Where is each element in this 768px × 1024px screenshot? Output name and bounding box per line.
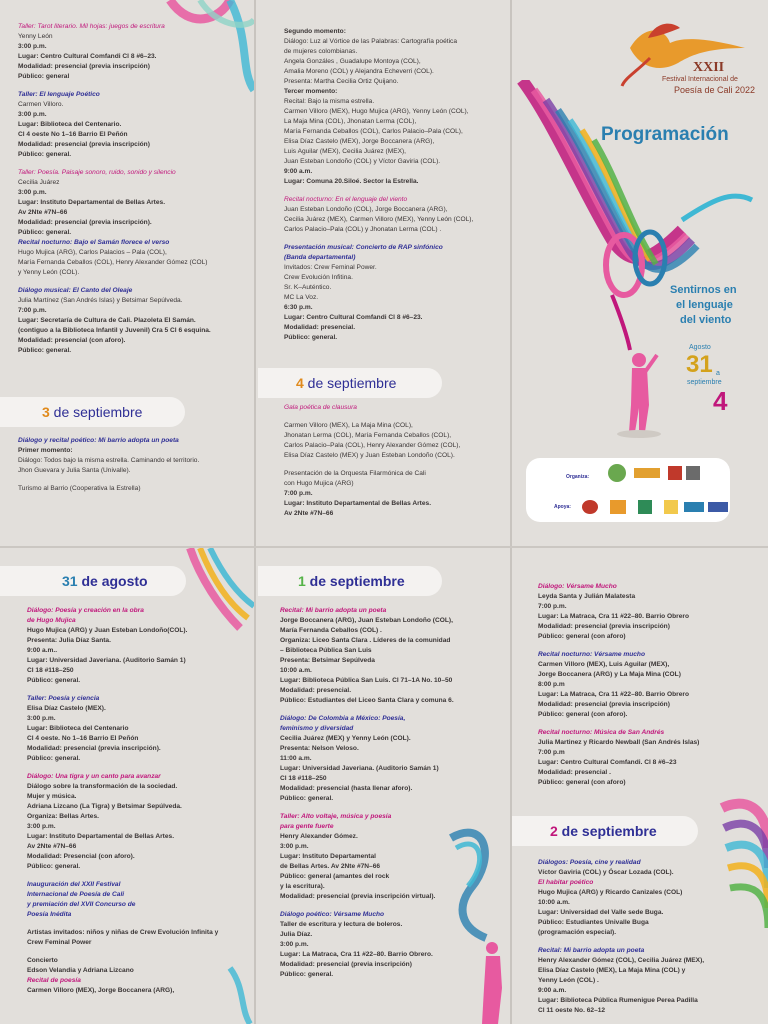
event-detail: Crew Evolución Infitina. [284,274,353,281]
event-detail: Lugar: La Matraca, Cra 11 #22–80. Barrio Obrero [538,613,689,620]
event-detail: Lugar: Centro Cultural Comfandi Cl 8 #6–23. [284,314,423,321]
event-detail: Lugar: Biblioteca del Centenario. [18,121,122,128]
event-detail: Modalidad: presencial (previa inscripción) [538,701,670,708]
spacer [280,902,454,910]
event-detail: 8:00 p.m [538,681,565,688]
event-detail: Modalidad: presencial (previa inscripción). [27,745,161,752]
event-detail: 6:30 p.m. [284,304,313,311]
event-detail: Carmen Villoro. [18,101,64,108]
event-detail: de mujeres colombianas. [284,48,358,55]
event-detail: Público: general (con aforo) [538,779,626,786]
event-detail: Luis Aguilar (MEX), Cecilia Juárez (MEX), [284,148,407,155]
spacer [538,720,699,728]
event-title: El habitar poético [538,879,594,886]
event-title: Recital: Mi barrio adopta un poeta [538,947,645,954]
event-detail: Modalidad: presencial. [280,687,352,694]
event-detail: La Maja Mina (COL), Jhonatan Lerma (COL), [284,118,417,125]
event-detail: Modalidad: presencial (previa inscripción virtual). [280,893,436,900]
event-detail: Carmen Villoro (MEX), La Maja Mina (COL), [284,422,413,429]
event-detail: con Hugo Mujica (ARG) [284,480,354,487]
event-title: Diálogo: De Colombia a México: Poesía, [280,715,406,722]
spacer [18,82,211,90]
event-title: Poesía Inédita [27,911,72,918]
event-detail: Angela Gonzáles , Guadalupe Montoya (COL), [284,58,421,65]
spacer [280,706,454,714]
slogan-line2: el lenguaje [676,299,733,311]
panel-cover [512,0,768,548]
event-detail: Henry Alexander Gómez. [280,833,358,840]
event-detail: 3:00 p.m. [27,715,56,722]
event-detail: 7:00 p.m. [18,307,47,314]
event-detail: Leyda Santa y Julián Malatesta [538,593,636,600]
panel-bottom-middle [256,548,510,1024]
event-detail: Organiza: Bellas Artes. [27,813,99,820]
event-detail: (programación especial). [538,929,617,936]
event-detail: Público: general. [27,755,81,762]
event-detail: Público: general. [280,971,334,978]
festival-name-line2: Poesía de Cali 2022 [674,85,756,95]
event-detail: Modalidad: Presencial (con aforo). [27,853,135,860]
event-detail: 10:00 a.m. [538,899,570,906]
event-detail: 9:00 a.m. [284,168,313,175]
slogan-line3: del viento [680,314,732,326]
event-detail: Público: general. [27,863,81,870]
event-title: Diálogo y recital poético: Mi barrio adopta un poeta [18,437,179,444]
program-column-2 [284,27,473,343]
event-detail: Lugar: Instituto Departamental de Bellas Artes. [18,199,166,206]
event-detail: Público: general (con aforo) [538,633,626,640]
event-detail: Modalidad: presencial (hasta llenar aforo). [280,785,413,792]
event-detail: Público: general. [280,795,334,802]
event-detail: Lugar: Comuna 20.Siloé. Sector la Estrella. [284,178,419,185]
event-title: Recital nocturno: Bajo el Samán florece el verso [18,239,170,246]
event-detail: Cecilia Juárez (MEX), Carmen Villoro (MEX), Yenny León (COL), [284,216,474,223]
spacer [27,764,218,772]
event-detail: Lugar: Instituto Departamental de Bellas Artes. [27,833,175,840]
event-detail: Lugar: La Matraca, Cra 11 #22–80. Barrio Obrero [538,691,689,698]
date-header-sep-2: 2 de septiembre [512,816,698,846]
event-detail: Víctor Gaviria (COL) y Óscar Lozada (COL). [538,869,674,876]
event-detail: 7:00 p.m. [538,603,567,610]
event-detail: Cl 18 #118–250 [280,775,327,782]
event-detail: Público: Estudiantes Univalle Buga [538,919,649,926]
event-detail: Hugo Mujica (ARG) y Juan Esteban Londoño(COL). [27,627,188,634]
event-detail: MC La Voz. [284,294,319,301]
event-title: Diálogo musical: El Canto del Oleaje [18,287,133,294]
event-detail: Julia Martinez y Ricardo Newball (San Andrés Islas) [538,739,700,746]
event-title: (Banda departamental) [284,254,356,261]
event-detail: Elisa Díaz Castelo (MEX), La Maja Mina (COL) y [538,967,686,974]
event-detail: Diálogo: Todos bajo la misma estrella. Caminando el territorio. [18,457,200,464]
event-detail: Diálogo: Luz al Vórtice de las Palabras: Cartografía poética [284,38,457,45]
dates-agosto: Agosto [689,344,711,351]
roman-numeral: XXII [693,60,725,75]
event-detail: Modalidad: presencial (previa inscripción). [18,219,152,226]
event-detail: Av 2Nte #7N–66 [27,843,77,850]
event-detail: Lugar: Instituto Departamental [280,853,376,860]
sponsor-logo [668,466,682,480]
event-detail: Cl 11 oeste No. 62–12 [538,1007,606,1014]
event-detail: y Yenny León (COL). [18,269,80,276]
sponsor-logo [638,500,652,514]
event-detail: Modalidad: presencial. [284,324,356,331]
event-detail: María Fernanda Ceballos (COL), Henry Alexander Gómez (COL) [18,259,208,266]
event-detail: Edson Velandia y Adriana Lizcano [27,967,134,974]
event-detail: Carlos Palacio–Pala (COL) y Jhonatan Lerma (COL) . [284,226,442,233]
event-detail: Cecilia Juárez [18,179,60,186]
event-title: Gala poética de clausura [284,404,357,411]
event-detail: Público: general. [284,334,338,341]
event-detail: Público: general. [18,151,72,158]
event-detail: Carmen Villoro (MEX), Jorge Boccanera (ARG), [27,987,175,994]
panel-top-middle [256,0,510,548]
spacer [27,920,218,928]
spacer [284,461,460,469]
spacer [18,476,199,484]
panel-top-left [0,0,254,548]
fold-line [254,0,256,1024]
event-detail: Elisa Díaz Castelo (MEX). [27,705,106,712]
child-silhouette [617,350,677,440]
event-detail: 10:00 a.m. [280,667,312,674]
event-detail: Lugar: Biblioteca Pública San Luis. Cl 71–1A No. 10–50 [280,677,453,684]
event-title: Recital nocturno: Vérsame mucho [538,651,645,658]
event-title: Presentación musical: Concierto de RAP sinfónico [284,244,443,251]
event-detail: Modalidad: presencial . [538,769,611,776]
event-detail: Diálogo sobre la transformación de la sociedad. [27,783,178,790]
event-detail: Presenta: Julia Díaz Santa. [27,637,111,644]
dates-4: 4 [713,386,728,416]
event-title: Diálogo: Vérsame Mucho [538,583,617,590]
event-detail: – Biblioteca Pública San Luis [280,647,372,654]
sponsor-logo [686,466,700,480]
event-detail: Modalidad: presencial (previa inscripción) [18,141,150,148]
spacer [27,872,218,880]
event-detail: Adriana Lizcano (La Tigra) y Betsimar Sepúlveda. [27,803,182,810]
event-detail: Taller de escritura y lectura de boleros. [280,921,403,928]
spacer [284,235,473,243]
sponsor-logo [664,500,678,514]
program-column-4 [27,606,218,996]
wind-ribbons-art [512,80,768,380]
event-detail: Lugar: Instituto Departamental de Bellas Artes. [284,500,432,507]
event-title: de Hugo Mujica [27,617,76,624]
date-header-sep-1: 1 de septiembre [258,566,442,596]
event-detail: Cl 4 oeste. No 1–16 Barrio El Peñón [27,735,139,742]
event-detail: Juan Esteban Londoño (COL), Jorge Boccanera (ARG), [284,206,448,213]
event-detail: Lugar: La Matraca, Cra 11 #22–80. Barrio Obrero. [280,951,433,958]
event-title: y premiación del XVII Concurso de [27,901,136,908]
event-detail: Presenta: Betsimar Sepúlveda [280,657,375,664]
event-detail: Crew Feminal Power [27,939,92,946]
panel-bottom-left [0,548,254,1024]
event-detail: Presenta: Martha Cecilia Ortiz Quijano. [284,78,399,85]
dates-a: a [716,370,720,377]
event-detail: Organiza: Liceo Santa Clara . Líderes de la comunidad [280,637,451,644]
event-detail: María Fernanda Ceballos (COL) . [280,627,382,634]
event-detail: Público: general. [18,229,72,236]
fold-line-horizontal [0,546,768,548]
event-title: para gente fuerte [280,823,334,830]
event-detail: 3:00 p.m. [280,941,309,948]
event-detail: Público: general (con aforo). [538,711,628,718]
event-detail: Cl 4 oeste No 1–16 Barrio El Peñón [18,131,128,138]
event-detail: Presentación de la Orquesta Filarmónica de Cali [284,470,426,477]
fold-line [510,0,512,1024]
event-detail: Juan Esteban Londoño (COL) y Víctor Gaviria (COL). [284,158,441,165]
event-detail: Público: general [18,73,70,80]
event-detail: (contiguo a la Biblioteca Infantil y Juvenil) Cra 5 Cl 6 esquina. [18,327,211,334]
event-title: Inauguración del XXII Festival [27,881,121,888]
program-column-6b [538,858,704,1016]
event-detail: Lugar: Biblioteca del Centenario [27,725,129,732]
event-detail: Yenny León [18,33,53,40]
festival-name-line1: Festival Internacional de [662,76,738,83]
event-title: Taller: Tarot literario. Mil hojas: juegos de escritura [18,23,165,30]
spacer [280,804,454,812]
spacer [284,413,460,421]
sponsor-logo [582,500,598,514]
event-detail: Público: general (amantes del rock [280,873,390,880]
event-detail: 3:00 p.m. [18,43,47,50]
event-detail: Yenny León (COL) . [538,977,599,984]
event-detail: Lugar: Biblioteca Pública Rumenigue Perea Padilla [538,997,698,1004]
event-title: Recital: Mi barrio adopta un poeta [280,607,387,614]
event-detail: 9:00 a.m.. [27,647,58,654]
dates-septiembre: septiembre [687,379,722,386]
event-detail: Hugo Mujica (ARG), Carlos Palacios – Pala (COL), [18,249,167,256]
event-title: Taller: Poesía y ciencia [27,695,100,702]
event-detail: Elisa Díaz Castelo (MEX), Jorge Boccanera (ARG), [284,138,435,145]
event-detail: Cl 18 #118–250 [27,667,74,674]
spacer [538,938,704,946]
event-detail: Mujer y música. [27,793,77,800]
event-title: Internacional de Poesía de Cali [27,891,125,898]
event-detail: 9:00 a.m. [538,987,567,994]
event-detail: Modalidad: presencial (con aforo). [18,337,126,344]
event-detail: Lugar: Universidad Javeriana. (Auditorio Samán 1) [280,765,439,772]
event-detail: 7:00 p.m [538,749,565,756]
sponsor-logo [608,464,626,482]
event-detail: María Fernanda Ceballos (COL), Carlos Palacio–Pala (COL), [284,128,463,135]
event-detail: Lugar: Secretaría de Cultura de Cali. Plazoleta El Samán. [18,317,196,324]
event-title: Taller: El lenguaje Poético [18,91,100,98]
date-header-sep-4: 4 de septiembre [258,368,442,398]
program-column-2b [284,403,460,519]
event-detail: Modalidad: presencial (previa inscripción) [280,961,412,968]
spacer [18,278,211,286]
event-detail: 11:00 a.m. [280,755,312,762]
event-detail: Av 2Nte #7N–66 [18,209,68,216]
event-detail: Lugar: Centro Cultural Comfandi. Cl 8 #6–23 [538,759,677,766]
event-detail: Lugar: Universidad del Valle sede Buga. [538,909,664,916]
spacer [27,948,218,956]
event-detail: Segundo momento: [284,28,346,35]
event-title: Recital nocturno: Música de San Andrés [538,729,665,736]
event-detail: 7:00 p.m. [284,490,313,497]
event-detail: Carlos Palacio–Pala (COL), Henry Alexander Gómez (COL), [284,442,461,449]
event-detail: Modalidad: presencial (previa inscripción) [18,63,150,70]
event-detail: Lugar: Centro Cultural Comfandi Cl 8 #6–23. [18,53,157,60]
sponsor-logo [634,468,660,478]
event-title: Diálogos: Poesía, cine y realidad [538,859,641,866]
sponsor-logo [610,500,626,514]
event-detail: 3:00 p.m. [18,111,47,118]
event-detail: Público: general. [27,677,81,684]
event-detail: Jhon Guevara y Julia Santa (Univalle). [18,467,131,474]
event-title: Diálogo: Poesía y creación en la obra [27,607,144,614]
sponsors-box [526,458,730,522]
event-detail: Recital: Bajo la misma estrella. [284,98,375,105]
event-detail: Henry Alexander Gómez (COL), Cecilia Juárez (MEX), [538,957,705,964]
event-detail: y la escritura). [280,883,325,890]
event-detail: Hugo Mujica (ARG) y Ricardo Canizales (COL) [538,889,683,896]
event-detail: Julia Martínez (San Andrés Islas) y Betsimar Sepúlveda. [18,297,183,304]
organiza-label: Organiza: [566,474,590,480]
event-detail: Elisa Díaz Castelo (MEX) y Juan Esteban Londoño (COL). [284,452,455,459]
event-detail: Jorge Boccanera (ARG), Juan Esteban Londoño (COL), [280,617,453,624]
slogan-line1: Sentirnos en [670,284,737,296]
event-detail: 3:00 p.m. [18,189,47,196]
event-detail: Público: general. [18,347,72,354]
date-header-aug-31: 31 de agosto [0,566,186,596]
event-detail: Carmen Villoro (MEX), Hugo Mujica (ARG), Yenny León (COL), [284,108,469,115]
event-detail: Carmen Villoro (MEX), Luis Aguilar (MEX), [538,661,670,668]
event-detail: Cecilia Juárez (MEX) y Yenny León (COL). [280,735,411,742]
event-detail: Lugar: Universidad Javeriana. (Auditorio Samán 1) [27,657,186,664]
event-title: Diálogo poético: Vérsame Mucho [280,911,385,918]
event-detail: Modalidad: presencial (previa inscripción) [538,623,670,630]
event-detail: Jhonatan Lerma (COL), María Fernanda Ceballos (COL), [284,432,452,439]
event-detail: Primer momento: [18,447,73,454]
event-detail: Jorge Boccanera (ARG) y La Maja Mina (COL) [538,671,681,678]
date-header-sep-3: 3 de septiembre [0,397,185,427]
sponsor-logo [708,502,728,512]
program-column-6 [538,582,699,788]
event-detail: Sr. K–Auténtico. [284,284,332,291]
event-detail: Amalia Moreno (COL) y Alejandra Echeverri (COL). [284,68,434,75]
event-title: Taller: Alto voltaje, música y poesía [280,813,392,820]
event-detail: 3:00 p.m. [27,823,56,830]
event-detail: Av 2Nte #7N–66 [284,510,334,517]
spacer [538,642,699,650]
event-detail: Tercer momento: [284,88,338,95]
event-title: Recital de poesía [27,977,81,984]
event-detail: Presenta: Nelson Veloso. [280,745,359,752]
sponsor-logo [684,502,704,512]
spacer [27,686,218,694]
event-detail: 3:00 p.m. [280,843,309,850]
programacion-title: Programación [601,124,729,145]
dates-31: 31 [686,351,713,378]
event-title: Taller: Poesía. Paisaje sonoro, ruido, sonido y silencio [18,169,176,176]
event-detail: Invitados: Crew Feminal Power. [284,264,377,271]
event-title: Recital nocturno: En el lenguaje del viento [284,196,408,203]
event-detail: Concierto [27,957,58,964]
event-detail: Turismo al Barrio (Cooperativa la Estrella) [18,485,141,492]
event-detail: Julia Díaz. [280,931,313,938]
event-detail: Público: Estudiantes del Liceo Santa Clara y comuna 6. [280,697,454,704]
program-column-1b [18,436,199,494]
event-detail: de Bellas Artes. Av 2Nte #7N–66 [280,863,381,870]
program-column-5 [280,606,454,980]
spacer [18,160,211,168]
program-column-1 [18,22,211,356]
spacer [284,187,473,195]
event-title: Diálogo: Una tigra y un canto para avanzar [27,773,161,780]
panel-bottom-right [512,548,768,1024]
event-title: feminismo y diversidad [280,725,354,732]
event-detail: Artistas invitados: niños y niñas de Crew Evolución Infinita y [27,929,219,936]
apoya-label: Apoya: [554,504,571,510]
